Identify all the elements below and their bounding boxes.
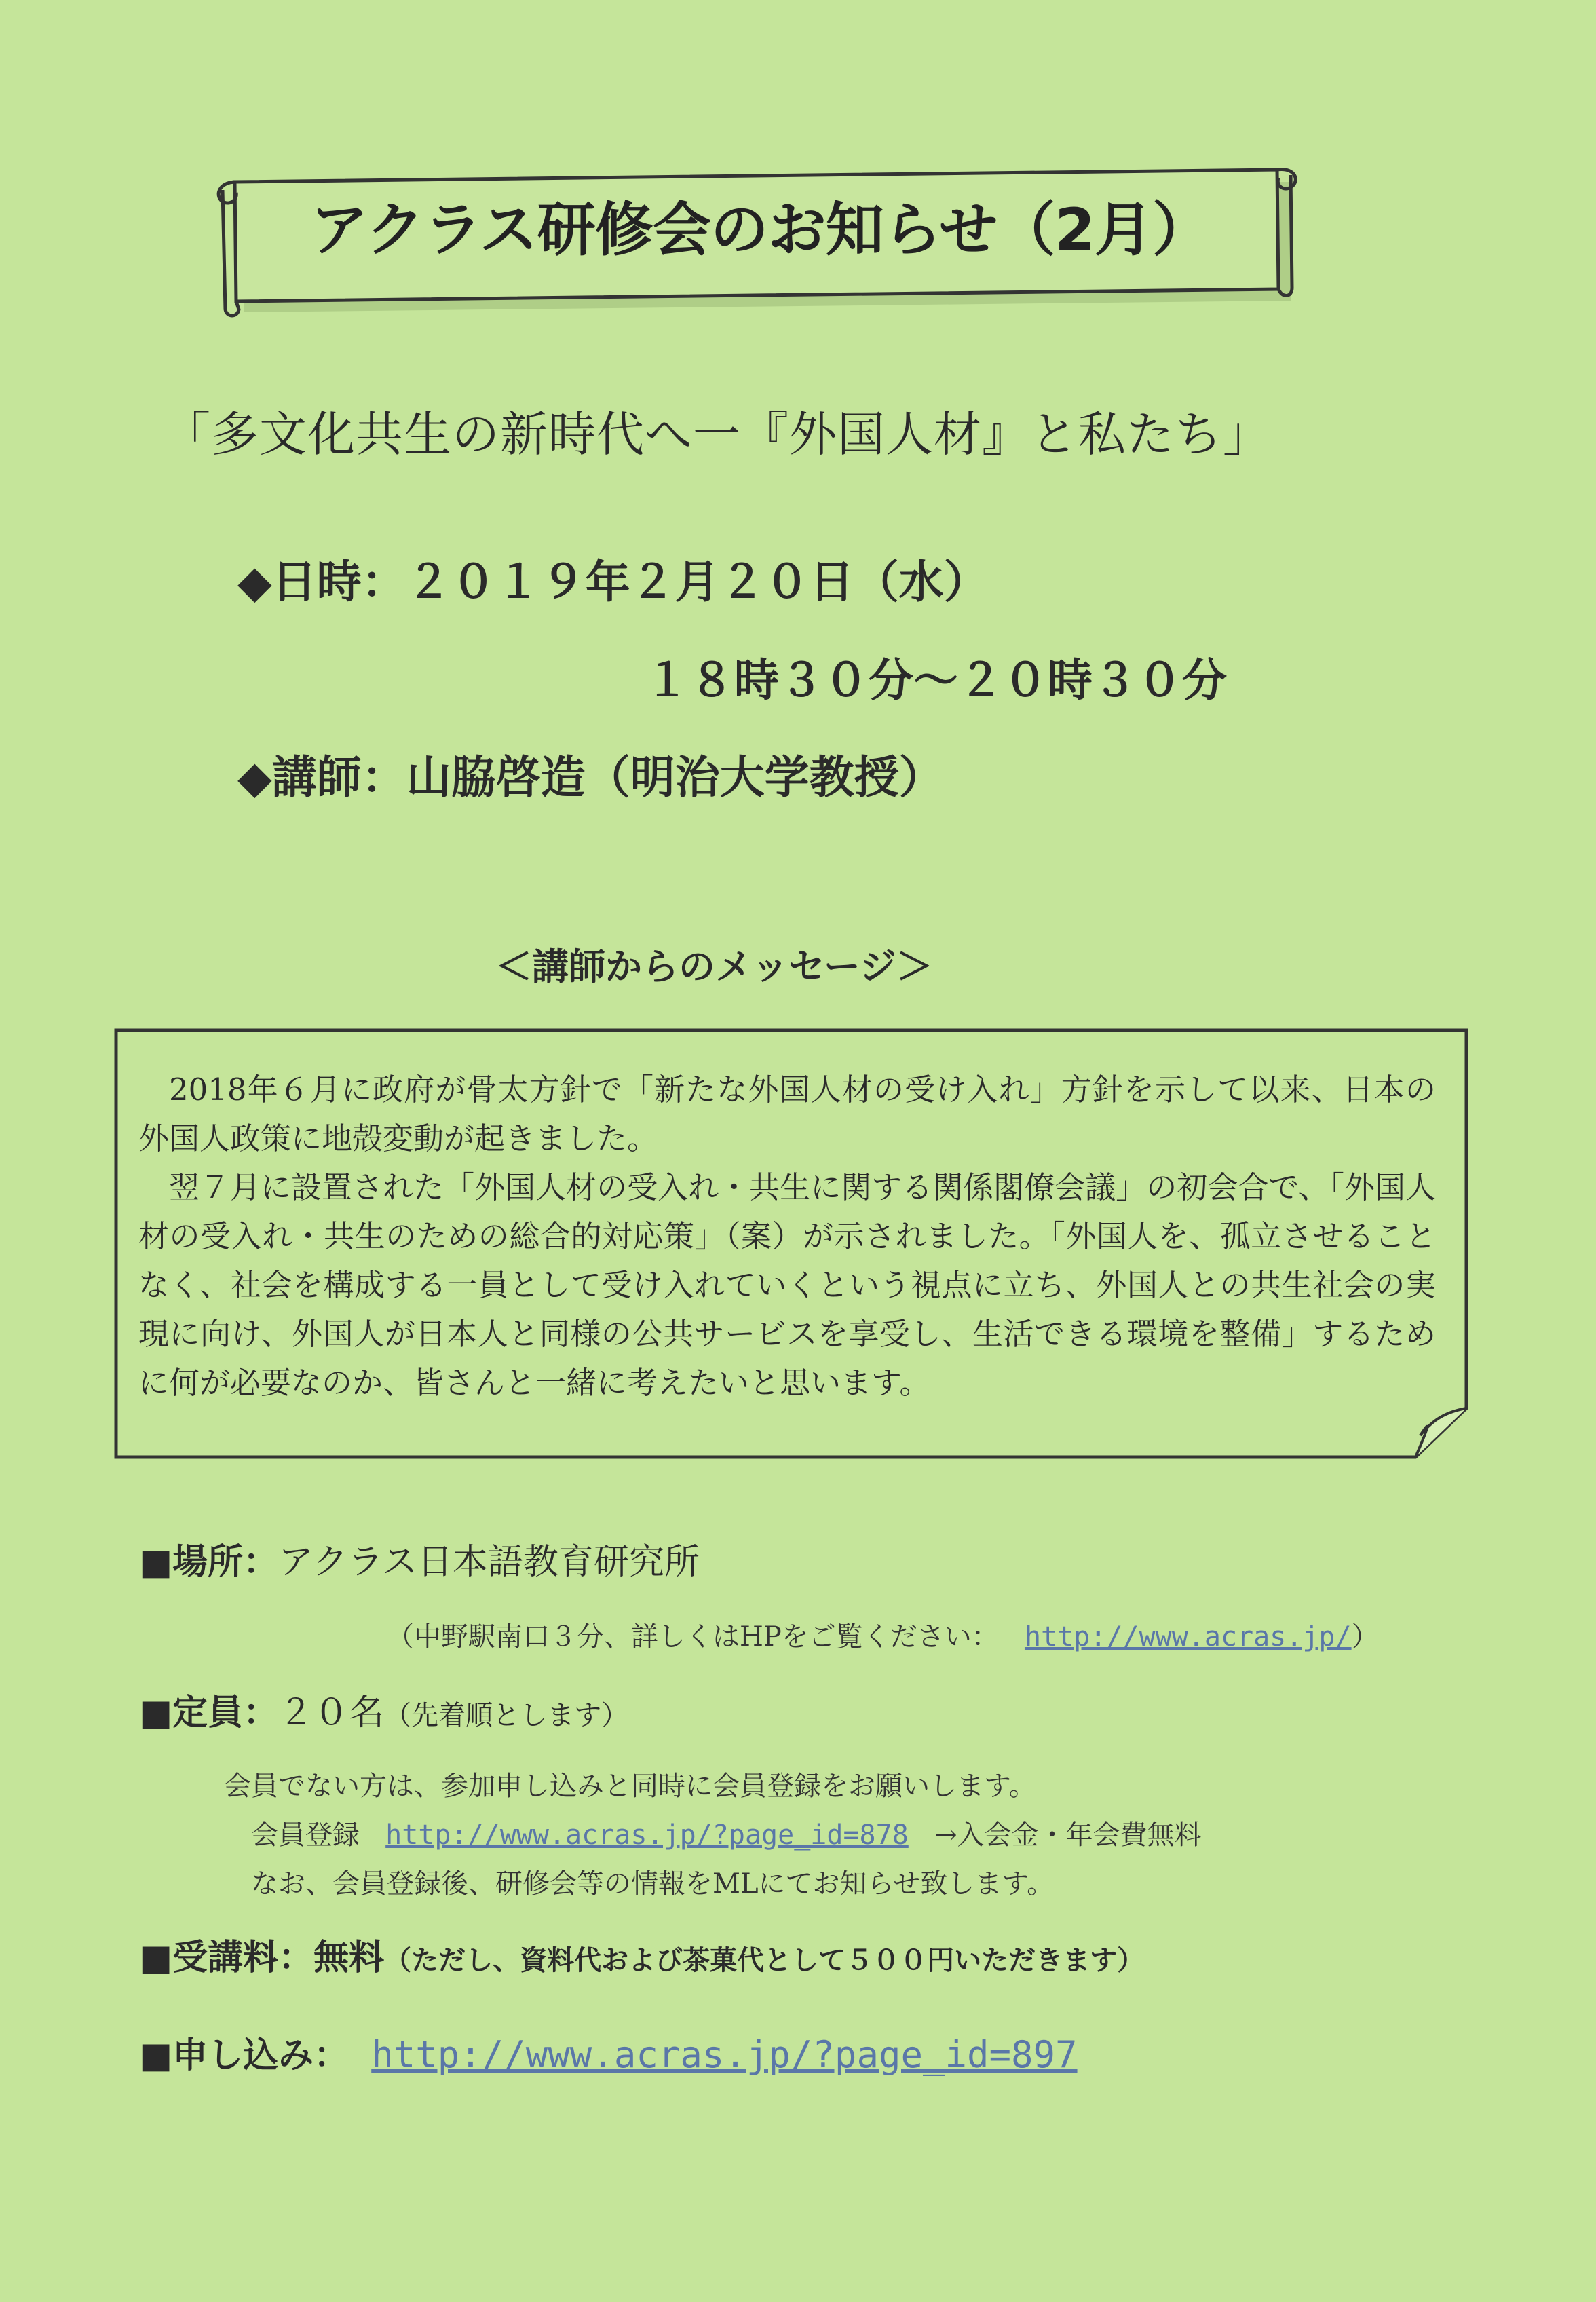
fee-value: 無料: [314, 1938, 385, 1978]
membership-note: 会員でない方は、参加申し込みと同時に会員登録をお願いします。: [224, 1771, 1036, 1802]
venue-note-prefix: （中野駅南口３分、詳しくはHPをご覧ください：: [387, 1621, 999, 1653]
registration-label: 会員登録: [251, 1819, 360, 1851]
datetime-row: [238, 550, 989, 615]
fee-row: [139, 1931, 1144, 1988]
homepage-link[interactable]: http://www.acras.jp/: [1024, 1621, 1352, 1653]
capacity-value: ２０名: [278, 1693, 385, 1733]
lecturer-label: ◆講師：: [238, 751, 406, 804]
fee-label: ■受講料：: [139, 1938, 314, 1978]
capacity-note: （先着順とします）: [384, 1700, 629, 1731]
message-box: [114, 1028, 1470, 1459]
venue-label: ■場所：: [139, 1542, 279, 1583]
seminar-theme: 「多文化共生の新時代へ一『外国人材』と私たち」: [163, 407, 1271, 462]
apply-label: ■申し込み：: [139, 2035, 349, 2076]
title-banner: [210, 155, 1310, 324]
registration-fee-note: →入会金・年会費無料: [934, 1819, 1202, 1851]
message-paragraph: 2018年６月に政府が骨太方針で「新たな外国人材の受け入れ」方針を示して以来、日本の外国人政策に地殻変動が起きました。: [138, 1072, 1436, 1156]
venue-note: [387, 1615, 1379, 1659]
apply-link[interactable]: http://www.acras.jp/?page_id=897: [371, 2033, 1078, 2076]
venue-name: アクラス日本語教育研究所: [278, 1542, 700, 1583]
lecturer-name: 山脇啓造（明治大学教授）: [406, 751, 944, 804]
message-paragraph: 翌７月に設置された「外国人材の受入れ・共生に関する関係閣僚会議」の初会合で、「外国人材の受入れ・共生のための総合的対応策」（案）が示されました。「外国人を、孤立させることなく、社会を構成する一員として受け入れていくという視点に立ち、外国人との共生社会の実現に向け、外国人が日本人と同様の公共サービスを享受し、生活できる環境を整備」するために何が必要なのか、皆さんと一緒に考えたいと思います。: [138, 1169, 1436, 1401]
message-body: [138, 1065, 1436, 1408]
page-title: アクラス研修会のお知らせ（2月）: [309, 196, 1211, 264]
event-time: １８時３０分～２０時３０分: [645, 654, 1227, 706]
datetime-label: ◆日時：: [238, 556, 406, 608]
message-heading: ＜講師からのメッセージ＞: [495, 945, 933, 988]
ml-note: なお、会員登録後、研修会等の情報をMLにてお知らせ致します。: [251, 1868, 1054, 1900]
registration-link[interactable]: http://www.acras.jp/?page_id=878: [385, 1819, 909, 1851]
capacity-row: [139, 1686, 628, 1743]
venue-row: [139, 1535, 700, 1589]
capacity-label: ■定員：: [139, 1693, 279, 1733]
venue-note-suffix: ）: [1351, 1621, 1379, 1653]
apply-row: [139, 2028, 1078, 2083]
event-date: ２０１９年２月２０日（水）: [406, 556, 989, 608]
registration-row: [251, 1813, 1201, 1857]
lecturer-row: [238, 745, 944, 810]
fee-note: （ただし、資料代および茶菓代として５００円いただきます）: [384, 1945, 1145, 1976]
